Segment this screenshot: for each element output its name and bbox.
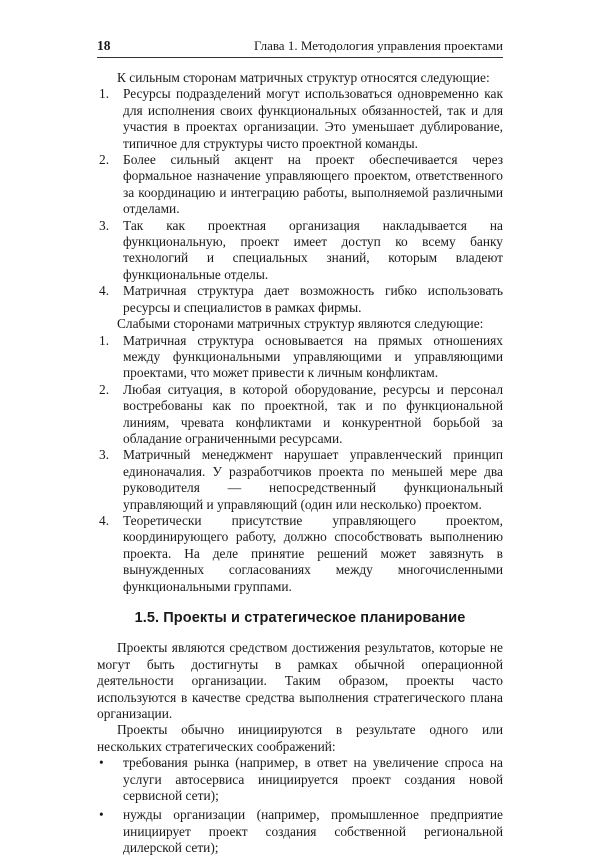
list-item-text: Матричный менеджмент нарушает управленческий принцип единоначалия. У разработчиков проекта по меньшей мере два руководителя — непосредственный функциональный управляющий и управляющий (один или несколько) проектом. [123,447,503,512]
list-number: 4. [99,283,110,299]
list-item [97,86,503,152]
list-item-text: Матричная структура основывается на прямых отношениях между функциональными управляющими и управляющими проектами, что может привести к личным конфликтам. [123,332,503,381]
list-item [97,218,503,284]
strengths-intro: К сильным сторонам матричных структур относятся следующие: [117,70,490,85]
list-item-text: Более сильный акцент на проект обеспечивается через формальное назначение управляющего проектом, ответственного за координацию и интеграцию работы, выполняемой различными отделами. [123,152,503,217]
list-number: 4. [99,512,110,528]
list-number: 3. [99,217,110,233]
bullet-item [97,755,503,804]
page-number: 18 [97,38,111,53]
section-heading: 1.5. Проекты и стратегическое планирование [134,610,466,626]
running-head: Глава 1. Методология управления проектами [254,38,503,53]
list-item [97,152,503,218]
weaknesses-list [97,333,503,596]
page-body [97,70,503,860]
list-item [97,513,503,595]
strengths-list [97,86,503,316]
list-number: 1. [99,86,110,102]
list-number: 2. [99,152,110,168]
header-rule [97,57,503,58]
bullet-item [97,807,503,856]
list-item-text: Матричная структура дает возможность гибко использовать ресурсы и специалистов в рамках фирмы. [123,283,503,315]
list-item-text: Так как проектная организация накладывается на функциональную, проект имеет доступ ко всему банку технологий и специальных знаний, которым владеют функциональные отделы. [123,217,503,282]
weaknesses-intro: Слабыми сторонами матричных структур являются следующие: [117,316,484,332]
list-number: 3. [99,447,110,463]
bullet-text: нужды организации (например, промышленное предприятие инициирует проект создания собственной региональной дилерской сети); [123,807,503,856]
list-number: 1. [99,332,110,348]
bullet-icon: • [99,807,104,823]
list-number: 2. [99,381,110,397]
list-item [97,382,503,448]
list-item [97,283,503,316]
list-item-text: Ресурсы подразделений могут использоваться одновременно как для исполнения своих функциональных обязанностей, так и для участия в проектах организации. Это уменьшает дублирование, типичное для структуры чисто проектной команды. [123,86,503,151]
section-paragraph: Проекты обычно инициируются в результате одного или нескольких стратегических соображений: [97,722,503,754]
reasons-list [97,755,503,856]
bullet-text: требования рынка (например, в ответ на увеличение спроса на услуги автосервиса инициируется проект создания новой сервисной сети); [123,755,503,804]
page-header [97,38,503,58]
bullet-icon: • [99,755,104,771]
list-item [97,333,503,382]
list-item-text: Любая ситуация, в которой оборудование, ресурсы и персонал востребованы как по проектной, так и по функциональной линиям, чревата конфликтами и конкурентной борьбой за обладание ограниченными ресурсами. [123,381,503,446]
list-item-text: Теоретически присутствие управляющего проектом, координирующего работу, должно способствовать выполнению проекта. На деле принятие решений может завязнуть в вынужденных согласованиях между многочисленными функциональными группами. [123,512,503,594]
list-item [97,447,503,513]
section-paragraph: Проекты являются средством достижения результатов, которые не могут быть достигнуты в рамках обычной операционной деятельности организации. Таким образом, проекты часто используются в качестве средства выполнения стратегического плана организации. [97,640,503,722]
